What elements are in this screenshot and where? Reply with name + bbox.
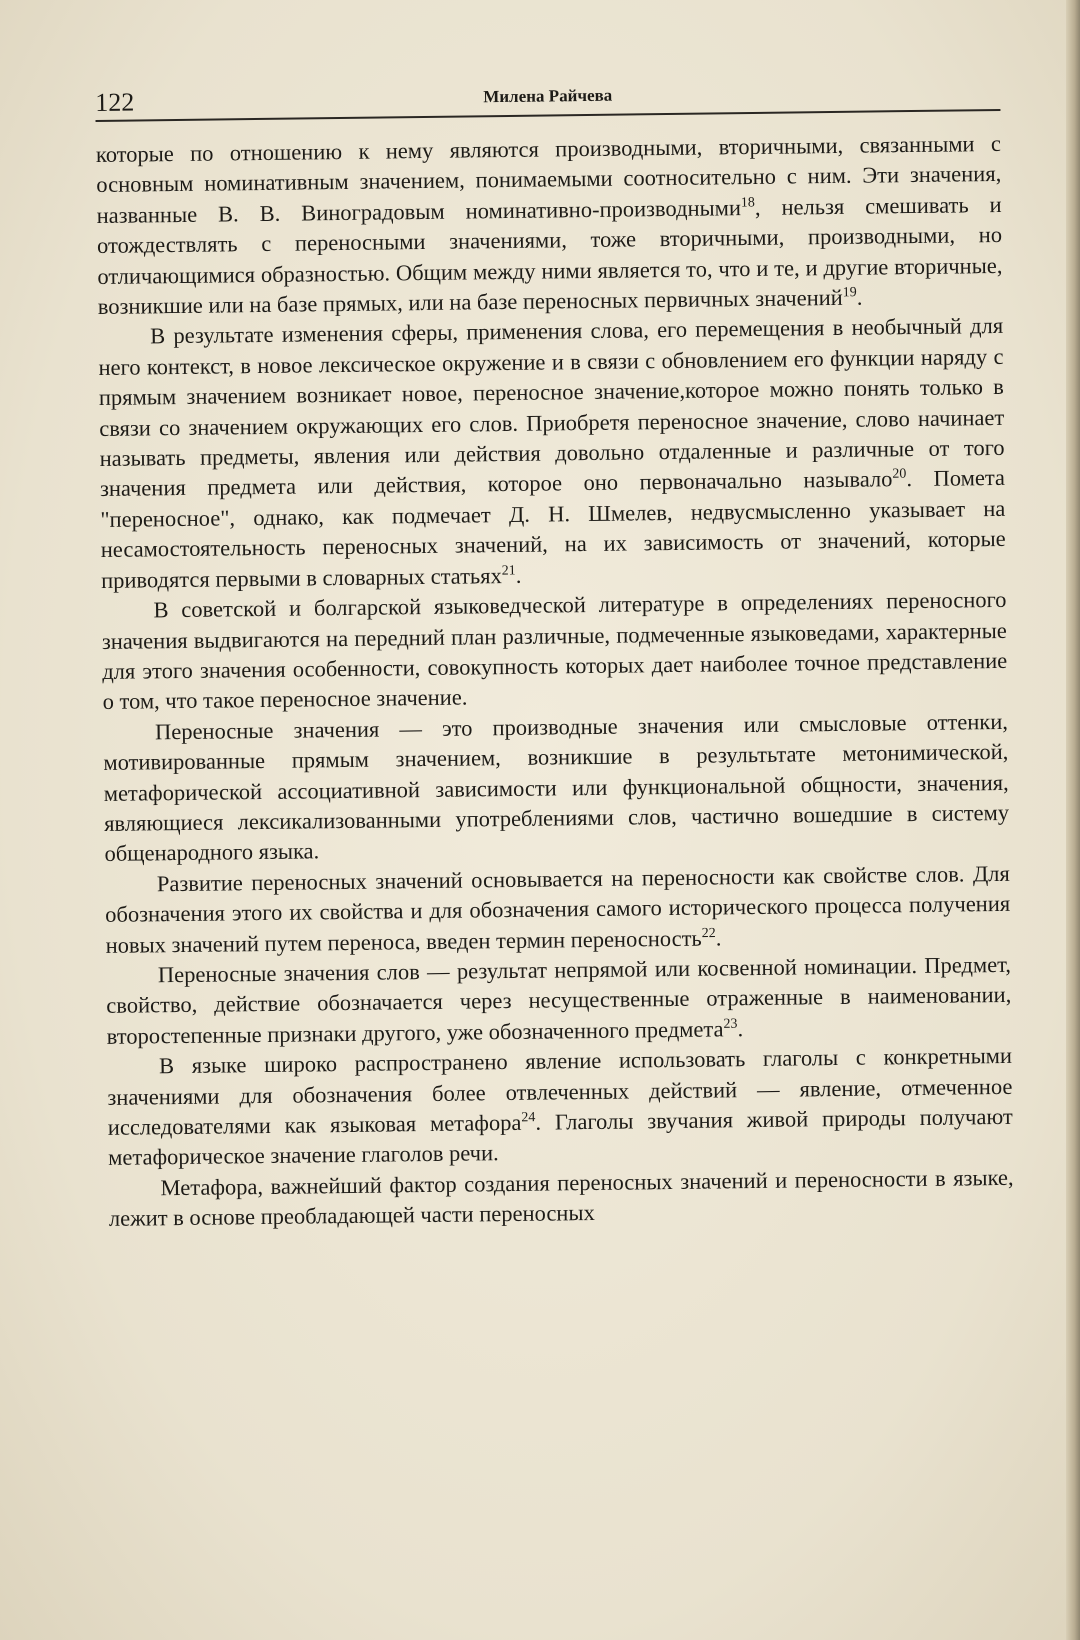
paragraph-text: В результате изменения сферы, применения слова, его перемещения в необычный для него контекст, в новое лексическое окружение и в связи с обновлением его функции наряду с прямым значением возникает новое, переносное значение,которое можно понять только в связи со значением окружающих его слов. Приобретя переносное значение, слово начинает называть предметы, явления или действия довольно отдаленные и различные от того значения предмета или действия, которое оно первоначально называло xyxy=(98,313,1005,502)
footnote-marker: 23 xyxy=(723,1016,738,1032)
paragraph-text: Метафора, важнейший фактор создания переносных значений и переносности в языке, лежит в основе преобладающей части переносных xyxy=(108,1164,1014,1232)
body-text xyxy=(96,129,1014,1235)
paragraph xyxy=(108,1163,1014,1235)
paragraph-text: Переносные значения — это производные значения или смысловые оттенки, мотивированные прямым значением, возникшие в результьтате метонимической, метафорической ассоциативной зависимости или функциональной общности, значения, являющиеся лексикализованными употреблениями слов, частично вошедшие в систему общенародного языка. xyxy=(103,708,1010,867)
footnote-marker: 21 xyxy=(501,563,516,579)
paragraph xyxy=(103,707,1010,870)
paragraph-text: , нельзя смешивать и отождествлять с переносными значениями, тоже вторичными, производными, но отличающимися образностью. Общим между ними является то, что и те, и другие вторичные, возникшие или на базе прямых, или на базе переносных первичных значений xyxy=(96,191,1003,320)
paragraph xyxy=(96,129,1003,322)
running-head-author: Милена Райчева xyxy=(483,85,613,107)
footnote-marker: 19 xyxy=(842,285,857,301)
book-spine-shadow xyxy=(1066,0,1080,1640)
paragraph-text: . Помета "переносное", однако, как подмечает Д. Н. Шмелев, недвусмысленно указывает на несамостоятельность переносных значений, на их зависимость от значений, которые приводятся первыми в словарных статьях xyxy=(100,465,1006,593)
paragraph-text: . Глаголы звучания живой природы получают метафорическое значение глаголов речи. xyxy=(108,1103,1013,1171)
paragraph-text: В советской и болгарской языковедческой литературе в определениях переносного значения выдвигаются на передний план различные, подмеченные языковедами, характерные для этого значения особенности, совокупность которых дает наиболее точное представление о том, что такое переносное значение. xyxy=(101,586,1008,715)
page-content xyxy=(95,67,1014,1235)
paragraph-text: . xyxy=(856,284,863,310)
paragraph-text: . xyxy=(737,1015,744,1042)
paragraph xyxy=(101,585,1007,718)
paragraph-text: . xyxy=(515,562,522,588)
footnote-marker: 22 xyxy=(701,925,716,941)
paragraph xyxy=(107,1041,1013,1174)
footnote-marker: 18 xyxy=(740,195,755,211)
page-header xyxy=(95,67,1000,122)
paragraph-text: Развитие переносных значений основывается на переносности как свойстве слов. Для обозначения этого их свойства и для обозначения самого исторического процесса получения новых значений путем переноса, введен термин переносность xyxy=(105,860,1011,958)
paragraph-text: которые по отношению к нему являются производными, вторичными, связанными с основным номинативным значением, понимаемыми соотносительно с ним. Эти значения, названные В. В. Виноградовым номинативно-производными xyxy=(95,130,1002,228)
paragraph-text: Переносные значения слов — результат непрямой или косвенной номинации. Предмет, свойство, действие обозначается через несущественные отраженные в наименовании, второстепенные признаки другого, уже обозначенного предмета xyxy=(106,951,1012,1049)
paragraph-text: В языке широко распространено явление использовать глаголы с конкретными значениями для обозначения более отвлеченных действий — явление, отмеченное исследователями как языковая метафора xyxy=(107,1043,1013,1140)
paragraph-text: . xyxy=(715,924,722,951)
footnote-marker: 24 xyxy=(521,1110,536,1126)
paragraph xyxy=(98,311,1006,596)
footnote-marker: 20 xyxy=(892,467,907,483)
paragraph xyxy=(105,859,1011,961)
page-number: 122 xyxy=(95,87,135,117)
paragraph xyxy=(106,950,1012,1052)
